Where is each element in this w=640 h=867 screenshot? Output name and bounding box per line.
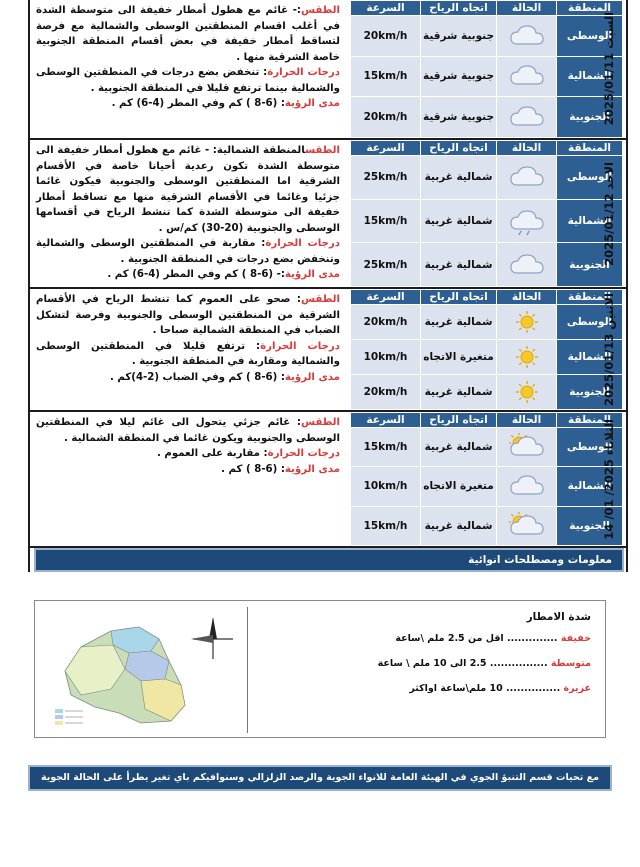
rain-intensity-panel — [297, 607, 597, 708]
wind-direction-cell: شمالية غربية — [421, 506, 497, 545]
weather-label: الطقس — [305, 145, 341, 156]
visibility-text: : (6-8 ) كم وفي الضباب (2-4)كم . — [109, 371, 285, 383]
visibility-label: مدى الرؤية — [284, 463, 340, 475]
visibility-text: :- (6-8 ) كم وفي المطر (4-6) كم . — [107, 269, 285, 280]
weather-text: :- غائم مع هطول أمطار خفيفة الى متوسطة الشدة في أغلب اقسام المنطقتين الوسطى والشمالية مع فرصة لتساقط أمطار خفيفة في بعض أقسام المنطقة الجنوبية خاصة الشرقية منها . — [36, 5, 340, 63]
forecast-table — [350, 0, 623, 138]
day-description — [30, 289, 348, 410]
day-block — [30, 289, 626, 412]
header-region: المنطقة — [557, 141, 623, 156]
forecast-table — [350, 412, 623, 546]
map-legend — [55, 709, 83, 725]
visibility-label: مدى الرؤية — [284, 269, 340, 280]
header-speed: السرعة — [351, 413, 421, 428]
speed-cell: 20km/h — [351, 16, 421, 57]
wind-direction-cell: شمالية غربية — [421, 199, 497, 243]
day-description — [30, 412, 348, 546]
day-date — [592, 412, 626, 546]
speed-cell: 15km/h — [351, 506, 421, 545]
temperature-label: درجات الحرارة — [267, 67, 340, 78]
condition-cell — [497, 340, 557, 375]
iraq-map-image — [41, 609, 241, 733]
condition-cell — [497, 156, 557, 200]
condition-cell — [497, 375, 557, 410]
table-row — [351, 199, 623, 243]
temperature-text: : مقاربة على العموم . — [156, 448, 268, 459]
table-row — [351, 305, 623, 340]
intensity-term: غزيرة — [563, 683, 591, 694]
header-region: المنطقة — [557, 413, 623, 428]
wind-direction-cell: جنوبية شرقية — [421, 56, 497, 97]
table-row — [351, 56, 623, 97]
glossary-title: معلومات ومصطلحات انوائية — [468, 554, 612, 566]
region-cell: الوسطى — [557, 305, 623, 340]
weather-text: : غائم جزئي يتحول الى غائم ليلا في المنطقتين الوسطى والجنوبية ويكون غائما في المنطقة الشمالية . — [36, 417, 340, 444]
region-cell: الجنوبية — [557, 506, 623, 545]
weather-text: : صحو على العموم كما تنشط الرياح في الأقسام الشرقية من المنطقتين الوسطى والجنوبية وفرصة لتشكل الضباب في المنطقة الشمالية صباحا . — [36, 294, 340, 336]
region-cell: الشمالية — [557, 340, 623, 375]
weather-region: المنطقة الشمالية — [216, 145, 306, 156]
header-speed: السرعة — [351, 290, 421, 305]
region-cell: الوسطى — [557, 428, 623, 467]
region-cell: الجنوبية — [557, 97, 623, 138]
speed-cell: 20km/h — [351, 305, 421, 340]
temperature-label: درجات الحرارة — [260, 340, 340, 352]
visibility-label: مدى الرؤية — [284, 98, 340, 109]
table-row — [351, 243, 623, 287]
header-speed: السرعة — [351, 1, 421, 16]
forecast-table — [350, 140, 623, 287]
header-wind-direction: اتجاه الرياح — [421, 1, 497, 16]
day-block — [30, 140, 626, 289]
header-wind-direction: اتجاه الرياح — [421, 413, 497, 428]
wind-direction-cell: شمالية غربية — [421, 305, 497, 340]
condition-cell — [497, 506, 557, 545]
table-row — [351, 16, 623, 57]
table-row — [351, 428, 623, 467]
day-date-text: السبت 2025/01/11 — [602, 12, 616, 126]
speed-cell: 10km/h — [351, 467, 421, 506]
speed-cell: 20km/h — [351, 97, 421, 138]
sun-icon — [509, 343, 545, 371]
header-condition: الحالة — [497, 413, 557, 428]
intensity-text: .............. اقل من 2.5 ملم \ساعة — [395, 633, 558, 644]
info-box — [34, 600, 606, 738]
footer-bar — [28, 765, 612, 791]
condition-cell — [497, 428, 557, 467]
header-condition: الحالة — [497, 290, 557, 305]
condition-cell — [497, 16, 557, 57]
table-row — [351, 467, 623, 506]
table-header-row — [351, 290, 623, 305]
condition-cell — [497, 97, 557, 138]
region-cell: الجنوبية — [557, 375, 623, 410]
intensity-term: متوسطة — [550, 658, 591, 669]
wind-direction-cell: متغيرة الاتجاه — [421, 467, 497, 506]
wind-direction-cell: شمالية غربية — [421, 428, 497, 467]
header-speed: السرعة — [351, 141, 421, 156]
wind-direction-cell: جنوبية شرقية — [421, 16, 497, 57]
day-block — [30, 412, 626, 548]
intensity-text: ............... 10 ملم\ساعة اواكثر — [409, 683, 561, 694]
cloud-icon — [509, 22, 545, 50]
sun-icon — [509, 378, 545, 406]
weather-text: : - غائم مع هطول أمطار خفيفة الى متوسطة الشدة تكون رعدية أحيانا خاصة في الأقسام الشرقية اما المنطقتين الوسطى والجنوبية فيكون غائما جزئيا وغائما في الأقسام الشرقية منها مع تساقط أمطار خفيفة الى متوسطة الشدة كما تنشط الرياح في أقسامها الوسطى والجنوبية (20-30) كم/س . — [36, 145, 340, 234]
temperature-label: درجات الحرارة — [267, 448, 340, 459]
wind-direction-cell: شمالية غربية — [421, 156, 497, 200]
temperature-label: درجات الحرارة — [265, 238, 340, 249]
day-date-text: الاحد 2025/01/12 — [602, 161, 616, 266]
table-row — [351, 506, 623, 545]
day-description — [30, 0, 348, 138]
wind-direction-cell: جنوبية شرقية — [421, 97, 497, 138]
temperature-text: : تنخفض بضع درجات في المنطقتين الوسطى والشمالية بينما ترتفع قليلا في المنطقة الجنوبية . — [36, 67, 340, 94]
day-date-text: الثلاثاء 2025/ 01/ 14 — [602, 418, 616, 540]
sun-icon — [509, 308, 545, 336]
day-date-text: الاثنين 2025/01/13 — [602, 293, 616, 406]
footer-text: مع تحيات قسم التنبؤ الجوي في الهيئة العامة للانواء الجوية والرصد الزلزالي وسنوافيكم باي تغير يطرأ على الحالة الجوية — [40, 772, 599, 783]
header-region: المنطقة — [557, 1, 623, 16]
compass-icon — [191, 617, 233, 659]
condition-cell — [497, 199, 557, 243]
cloud-icon — [509, 472, 545, 500]
speed-cell: 15km/h — [351, 56, 421, 97]
speed-cell: 20km/h — [351, 375, 421, 410]
region-cell: الشمالية — [557, 467, 623, 506]
temperature-text: : ترتفع قليلا في المنطقتين الوسطى والشمالية ومقاربة في المنطقة الجنوبية . — [36, 340, 340, 367]
day-date — [592, 140, 626, 287]
intensity-row-heavy — [297, 683, 591, 694]
day-description — [30, 140, 348, 287]
header-condition: الحالة — [497, 1, 557, 16]
intensity-row-moderate — [297, 658, 591, 669]
header-region: المنطقة — [557, 290, 623, 305]
visibility-text: : (6-8 ) كم . — [221, 463, 285, 475]
table-header-row — [351, 141, 623, 156]
weather-label: الطقس — [301, 294, 340, 305]
intensity-text: ................ 2.5 الى 10 ملم \ ساعة — [377, 658, 548, 669]
table-row — [351, 97, 623, 138]
table-header-row — [351, 1, 623, 16]
partly-cloudy-icon — [509, 433, 545, 461]
speed-cell: 15km/h — [351, 428, 421, 467]
table-row — [351, 375, 623, 410]
cloud-icon — [509, 62, 545, 90]
visibility-text: : (6-8 ) كم وفي المطر (4-6) كم . — [111, 98, 285, 109]
region-cell: الوسطى — [557, 16, 623, 57]
visibility-label: مدى الرؤية — [284, 371, 340, 383]
speed-cell: 15km/h — [351, 199, 421, 243]
cloud-icon — [509, 251, 545, 279]
header-wind-direction: اتجاه الرياح — [421, 141, 497, 156]
glossary-bar — [34, 548, 624, 572]
forecast-table — [350, 289, 623, 410]
wind-direction-cell: شمالية غربية — [421, 243, 497, 287]
condition-cell — [497, 56, 557, 97]
condition-cell — [497, 305, 557, 340]
info-divider — [247, 607, 248, 733]
region-cell: الجنوبية — [557, 243, 623, 287]
wind-direction-cell: متغيرة الاتجاه — [421, 340, 497, 375]
weather-label: الطقس — [301, 5, 340, 16]
intensity-term: خفيفة — [560, 633, 591, 644]
table-row — [351, 156, 623, 200]
region-cell: الوسطى — [557, 156, 623, 200]
day-date — [592, 289, 626, 410]
rain-cloud-icon — [509, 207, 545, 235]
condition-cell — [497, 243, 557, 287]
weather-label: الطقس — [301, 417, 340, 428]
table-header-row — [351, 413, 623, 428]
speed-cell: 10km/h — [351, 340, 421, 375]
region-cell: الشمالية — [557, 56, 623, 97]
intensity-row-light — [297, 633, 591, 644]
speed-cell: 25km/h — [351, 156, 421, 200]
header-wind-direction: اتجاه الرياح — [421, 290, 497, 305]
rain-intensity-title: شدة الامطار — [526, 611, 591, 623]
speed-cell: 25km/h — [351, 243, 421, 287]
cloud-icon — [509, 163, 545, 191]
partly-cloudy-icon — [509, 512, 545, 540]
day-block — [30, 0, 626, 140]
temperature-text: : مقاربة في المنطقتين الوسطى والشمالية وتنخفض بضع درجات في المنطقة الجنوبية . — [36, 238, 340, 265]
table-row — [351, 340, 623, 375]
day-date — [592, 0, 626, 138]
condition-cell — [497, 467, 557, 506]
header-condition: الحالة — [497, 141, 557, 156]
wind-direction-cell: شمالية غربية — [421, 375, 497, 410]
region-cell: الشمالية — [557, 199, 623, 243]
cloud-icon — [509, 103, 545, 131]
